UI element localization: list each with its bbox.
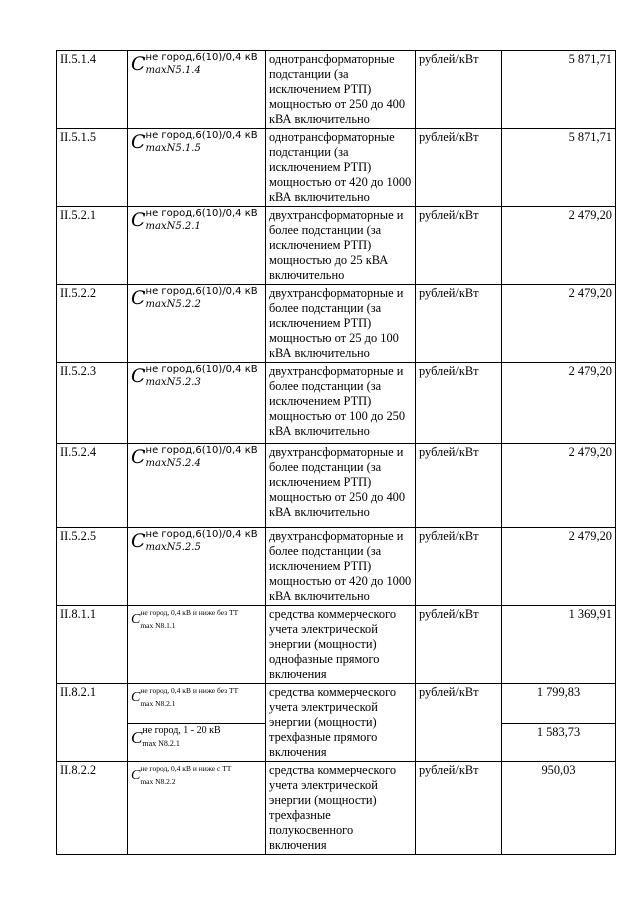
row-description: двухтрансформаторные и более подстанции (за исключением РТП) мощностью от 25 до 100 кВА включительно: [266, 285, 416, 363]
row-price: 2 479,20: [502, 528, 616, 606]
row-price: 2 479,20: [502, 363, 616, 444]
row-price: 5 871,71: [502, 129, 616, 207]
rate-symbol: C не город, 1 - 20 кВ max N8.2.1: [128, 724, 266, 762]
row-code: II.5.2.2: [57, 285, 128, 363]
rate-symbol: C не город,6(10)/0,4 кВ maxN5.2.3: [128, 363, 266, 444]
row-description: двухтрансформаторные и более подстанции (за исключением РТП) мощностью от 100 до 250 кВА включительно: [266, 363, 416, 444]
rate-symbol: C не город, 0,4 кВ и ниже без ТТ max N8.2.1: [128, 684, 266, 724]
rate-symbol: C не город,6(10)/0,4 кВ maxN5.2.1: [128, 207, 266, 285]
row-unit: рублей/кВт: [416, 606, 502, 684]
table-row: [57, 51, 616, 129]
row-code: II.5.1.4: [57, 51, 128, 129]
row-description: средства коммерческого учета электрической энергии (мощности) однофазные прямого включения: [266, 606, 416, 684]
table-row: [57, 444, 616, 528]
row-price: 1 369,91: [502, 606, 616, 684]
rate-symbol: C не город,6(10)/0,4 кВ maxN5.2.4: [128, 444, 266, 528]
row-description: однотрансформаторные подстанции (за исключением РТП) мощностью от 420 до 1000 кВА включительно: [266, 129, 416, 207]
row-unit: рублей/кВт: [416, 684, 502, 762]
table-row: [57, 207, 616, 285]
table-row: [57, 285, 616, 363]
table-row: [57, 762, 616, 855]
row-price: 950,03: [502, 762, 616, 855]
row-description: средства коммерческого учета электрической энергии (мощности) трехфазные прямого включения: [266, 684, 416, 762]
rate-symbol: C не город,6(10)/0,4 кВ maxN5.1.4: [128, 51, 266, 129]
row-code: II.5.2.4: [57, 444, 128, 528]
row-price: 5 871,71: [502, 51, 616, 129]
rate-symbol: C не город, 0,4 кВ и ниже без ТТ max N8.1.1: [128, 606, 266, 684]
row-price: 2 479,20: [502, 207, 616, 285]
rate-symbol: C не город,6(10)/0,4 кВ maxN5.2.2: [128, 285, 266, 363]
row-code: II.8.1.1: [57, 606, 128, 684]
row-unit: рублей/кВт: [416, 51, 502, 129]
row-unit: рублей/кВт: [416, 363, 502, 444]
row-price: 2 479,20: [502, 444, 616, 528]
table-row: [57, 528, 616, 606]
row-code: II.8.2.2: [57, 762, 128, 855]
row-unit: рублей/кВт: [416, 528, 502, 606]
row-code: II.5.2.3: [57, 363, 128, 444]
row-unit: рублей/кВт: [416, 207, 502, 285]
row-price: 1 583,73: [502, 724, 616, 762]
row-description: двухтрансформаторные и более подстанции (за исключением РТП) мощностью от 420 до 1000 кВА включительно: [266, 528, 416, 606]
row-description: двухтрансформаторные и более подстанции (за исключением РТП) мощностью до 25 кВА включительно: [266, 207, 416, 285]
row-price: 2 479,20: [502, 285, 616, 363]
table-row: [57, 606, 616, 684]
table-row: [57, 363, 616, 444]
tariff-table: [56, 50, 616, 855]
row-unit: рублей/кВт: [416, 762, 502, 855]
row-code: II.5.2.5: [57, 528, 128, 606]
rate-symbol: C не город,6(10)/0,4 кВ maxN5.2.5: [128, 528, 266, 606]
rate-symbol: C не город, 0,4 кВ и ниже с ТТ max N8.2.2: [128, 762, 266, 855]
row-unit: рублей/кВт: [416, 285, 502, 363]
row-code: II.8.2.1: [57, 684, 128, 762]
table-row: [57, 684, 616, 724]
table-row: [57, 129, 616, 207]
row-description: однотрансформаторные подстанции (за исключением РТП) мощностью от 250 до 400 кВА включительно: [266, 51, 416, 129]
row-code: II.5.2.1: [57, 207, 128, 285]
row-price: 1 799,83: [502, 684, 616, 724]
row-unit: рублей/кВт: [416, 129, 502, 207]
row-description: средства коммерческого учета электрической энергии (мощности) трехфазные полукосвенного включения: [266, 762, 416, 855]
row-unit: рублей/кВт: [416, 444, 502, 528]
row-code: II.5.1.5: [57, 129, 128, 207]
row-description: двухтрансформаторные и более подстанции (за исключением РТП) мощностью от 250 до 400 кВА включительно: [266, 444, 416, 528]
rate-symbol: C не город,6(10)/0,4 кВ maxN5.1.5: [128, 129, 266, 207]
